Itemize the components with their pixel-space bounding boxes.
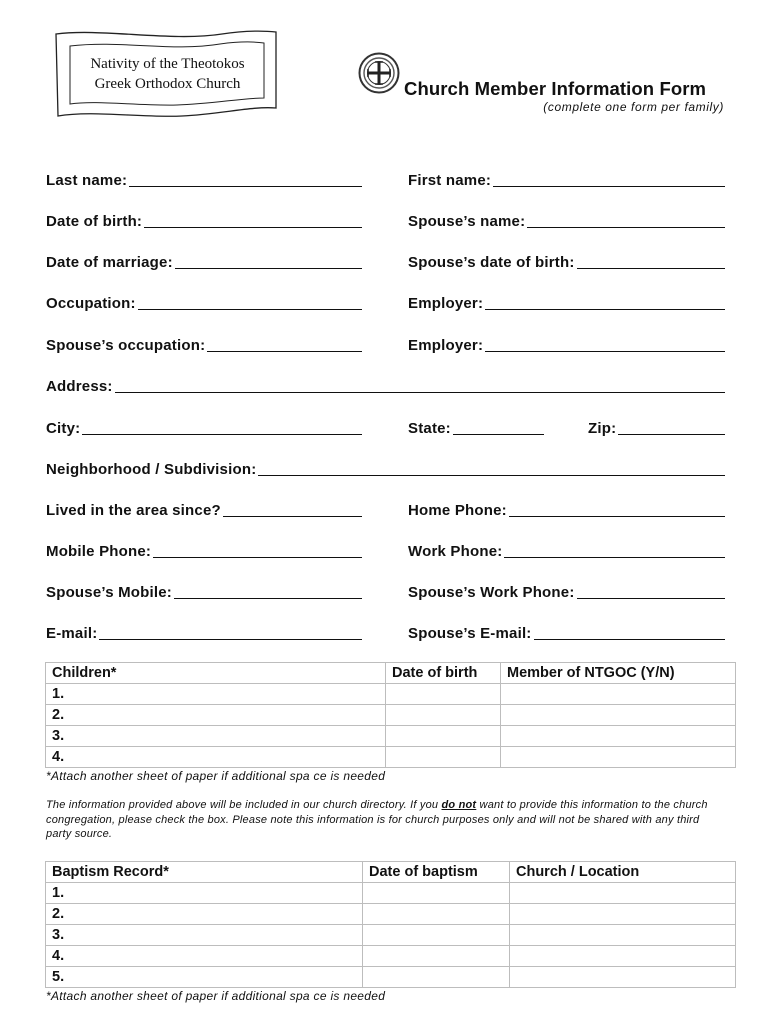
employer-line[interactable] (485, 309, 725, 310)
spouse-name-field[interactable] (408, 211, 725, 231)
lived-since-label: Lived in the area since? (46, 502, 221, 519)
table-row (46, 925, 736, 946)
spouse-email-field[interactable] (408, 623, 725, 643)
baptism-row-number[interactable]: 5. (46, 967, 363, 988)
spouse-employer-line[interactable] (485, 351, 725, 352)
date-of-birth-field[interactable] (46, 211, 362, 231)
city-line[interactable] (82, 434, 362, 435)
date-of-birth-line[interactable] (144, 227, 362, 228)
home-phone-label: Home Phone: (408, 502, 507, 519)
neighborhood-field[interactable] (46, 459, 725, 479)
occupation-line[interactable] (138, 309, 362, 310)
spouse-employer-field[interactable] (408, 335, 725, 355)
baptism-date-cell[interactable] (363, 904, 510, 925)
table-row (46, 904, 736, 925)
child-row-number[interactable]: 2. (46, 705, 386, 726)
children-header: Children* (46, 663, 386, 684)
state-field[interactable] (408, 418, 544, 438)
home-phone-field[interactable] (408, 500, 725, 520)
spouse-occupation-label: Spouse’s occupation: (46, 337, 206, 354)
children-member-header: Member of NTGOC (Y/N) (501, 663, 736, 684)
baptism-date-cell[interactable] (363, 925, 510, 946)
city-field[interactable] (46, 418, 362, 438)
child-row-number[interactable]: 3. (46, 726, 386, 747)
baptism-church-cell[interactable] (510, 967, 736, 988)
date-of-birth-label: Date of birth: (46, 213, 143, 230)
baptism-church-cell[interactable] (510, 883, 736, 904)
baptism-date-cell[interactable] (363, 946, 510, 967)
city-label: City: (46, 420, 81, 437)
spouse-mobile-field[interactable] (46, 582, 362, 602)
baptism-church-cell[interactable] (510, 925, 736, 946)
state-line[interactable] (453, 434, 544, 435)
spouse-date-of-birth-field[interactable] (408, 252, 725, 272)
church-name (60, 54, 275, 94)
email-label: E-mail: (46, 625, 98, 642)
date-of-marriage-label: Date of marriage: (46, 254, 173, 271)
spouse-work-phone-label: Spouse’s Work Phone: (408, 584, 575, 601)
email-line[interactable] (99, 639, 362, 640)
table-row (46, 705, 736, 726)
first-name-field[interactable] (408, 170, 725, 190)
form-title: Church Member Information Form (404, 78, 707, 99)
baptism-row-number[interactable]: 1. (46, 883, 363, 904)
children-table (45, 662, 736, 768)
baptism-table (45, 861, 736, 988)
spouse-email-line[interactable] (534, 639, 725, 640)
work-phone-line[interactable] (504, 557, 725, 558)
state-label: State: (408, 420, 451, 437)
table-row (46, 684, 736, 705)
mobile-phone-label: Mobile Phone: (46, 543, 152, 560)
address-label: Address: (46, 378, 113, 395)
spouse-employer-label: Employer: (408, 337, 484, 354)
baptism-church-header: Church / Location (510, 862, 736, 883)
address-line[interactable] (115, 392, 725, 393)
child-member-cell[interactable] (501, 684, 736, 705)
home-phone-line[interactable] (509, 516, 725, 517)
children-table-header (46, 663, 736, 684)
spouse-name-line[interactable] (527, 227, 725, 228)
work-phone-field[interactable] (408, 541, 725, 561)
date-of-marriage-line[interactable] (175, 268, 362, 269)
baptism-row-number[interactable]: 4. (46, 946, 363, 967)
zip-field[interactable] (588, 418, 725, 438)
mobile-phone-field[interactable] (46, 541, 362, 561)
spouse-mobile-label: Spouse’s Mobile: (46, 584, 172, 601)
last-name-field[interactable] (46, 170, 362, 190)
children-note: *Attach another sheet of paper if additional spa ce is needed (46, 769, 386, 783)
child-dob-cell[interactable] (386, 705, 501, 726)
baptism-date-cell[interactable] (363, 883, 510, 904)
baptism-row-number[interactable]: 2. (46, 904, 363, 925)
church-name-line1: Nativity of the Theotokos (90, 56, 245, 72)
occupation-label: Occupation: (46, 295, 136, 312)
baptism-church-cell[interactable] (510, 904, 736, 925)
child-dob-cell[interactable] (386, 684, 501, 705)
baptism-date-header: Date of baptism (363, 862, 510, 883)
zip-line[interactable] (618, 434, 725, 435)
spouse-date-of-birth-label: Spouse’s date of birth: (408, 254, 575, 271)
first-name-line[interactable] (493, 186, 725, 187)
directory-notice-part1: The information provided above will be included in our church directory. If you (46, 799, 442, 811)
directory-notice-part2: want to provide this information to the church congregation, please check the box. Please note this information is for church purposes only and will not be shared with any third party source. (46, 799, 708, 840)
zip-label: Zip: (588, 420, 617, 437)
church-seal-icon (358, 50, 400, 96)
directory-notice (46, 798, 726, 842)
directory-notice-emphasis: do not (441, 799, 477, 811)
child-member-cell[interactable] (501, 726, 736, 747)
work-phone-label: Work Phone: (408, 543, 503, 560)
table-row (46, 946, 736, 967)
baptism-record-header: Baptism Record* (46, 862, 363, 883)
baptism-row-number[interactable]: 3. (46, 925, 363, 946)
employer-label: Employer: (408, 295, 484, 312)
last-name-label: Last name: (46, 172, 128, 189)
baptism-date-cell[interactable] (363, 967, 510, 988)
lived-since-line[interactable] (223, 516, 362, 517)
spouse-email-label: Spouse’s E-mail: (408, 625, 532, 642)
child-member-cell[interactable] (501, 747, 736, 768)
neighborhood-label: Neighborhood / Subdivision: (46, 461, 257, 478)
date-of-marriage-field[interactable] (46, 252, 362, 272)
baptism-table-header (46, 862, 736, 883)
child-dob-cell[interactable] (386, 726, 501, 747)
spouse-occupation-field[interactable] (46, 335, 362, 355)
occupation-field[interactable] (46, 293, 362, 313)
table-row (46, 747, 736, 768)
children-dob-header: Date of birth (386, 663, 501, 684)
address-field[interactable] (46, 376, 725, 396)
baptism-note: *Attach another sheet of paper if additional spa ce is needed (46, 989, 386, 1003)
spouse-mobile-line[interactable] (174, 598, 362, 599)
baptism-church-cell[interactable] (510, 946, 736, 967)
first-name-label: First name: (408, 172, 492, 189)
child-row-number[interactable]: 1. (46, 684, 386, 705)
child-row-number[interactable]: 4. (46, 747, 386, 768)
neighborhood-line[interactable] (258, 475, 725, 476)
table-row (46, 883, 736, 904)
spouse-work-phone-field[interactable] (408, 582, 725, 602)
table-row (46, 967, 736, 988)
spouse-work-phone-line[interactable] (577, 598, 725, 599)
mobile-phone-line[interactable] (153, 557, 362, 558)
employer-field[interactable] (408, 293, 725, 313)
form-subtitle: (complete one form per family) (543, 100, 724, 114)
spouse-occupation-line[interactable] (207, 351, 362, 352)
table-row (46, 726, 736, 747)
email-field[interactable] (46, 623, 362, 643)
spouse-name-label: Spouse’s name: (408, 213, 526, 230)
child-dob-cell[interactable] (386, 747, 501, 768)
spouse-date-of-birth-line[interactable] (577, 268, 725, 269)
church-name-line2: Greek Orthodox Church (94, 76, 241, 92)
child-member-cell[interactable] (501, 705, 736, 726)
last-name-line[interactable] (129, 186, 362, 187)
lived-since-field[interactable] (46, 500, 362, 520)
